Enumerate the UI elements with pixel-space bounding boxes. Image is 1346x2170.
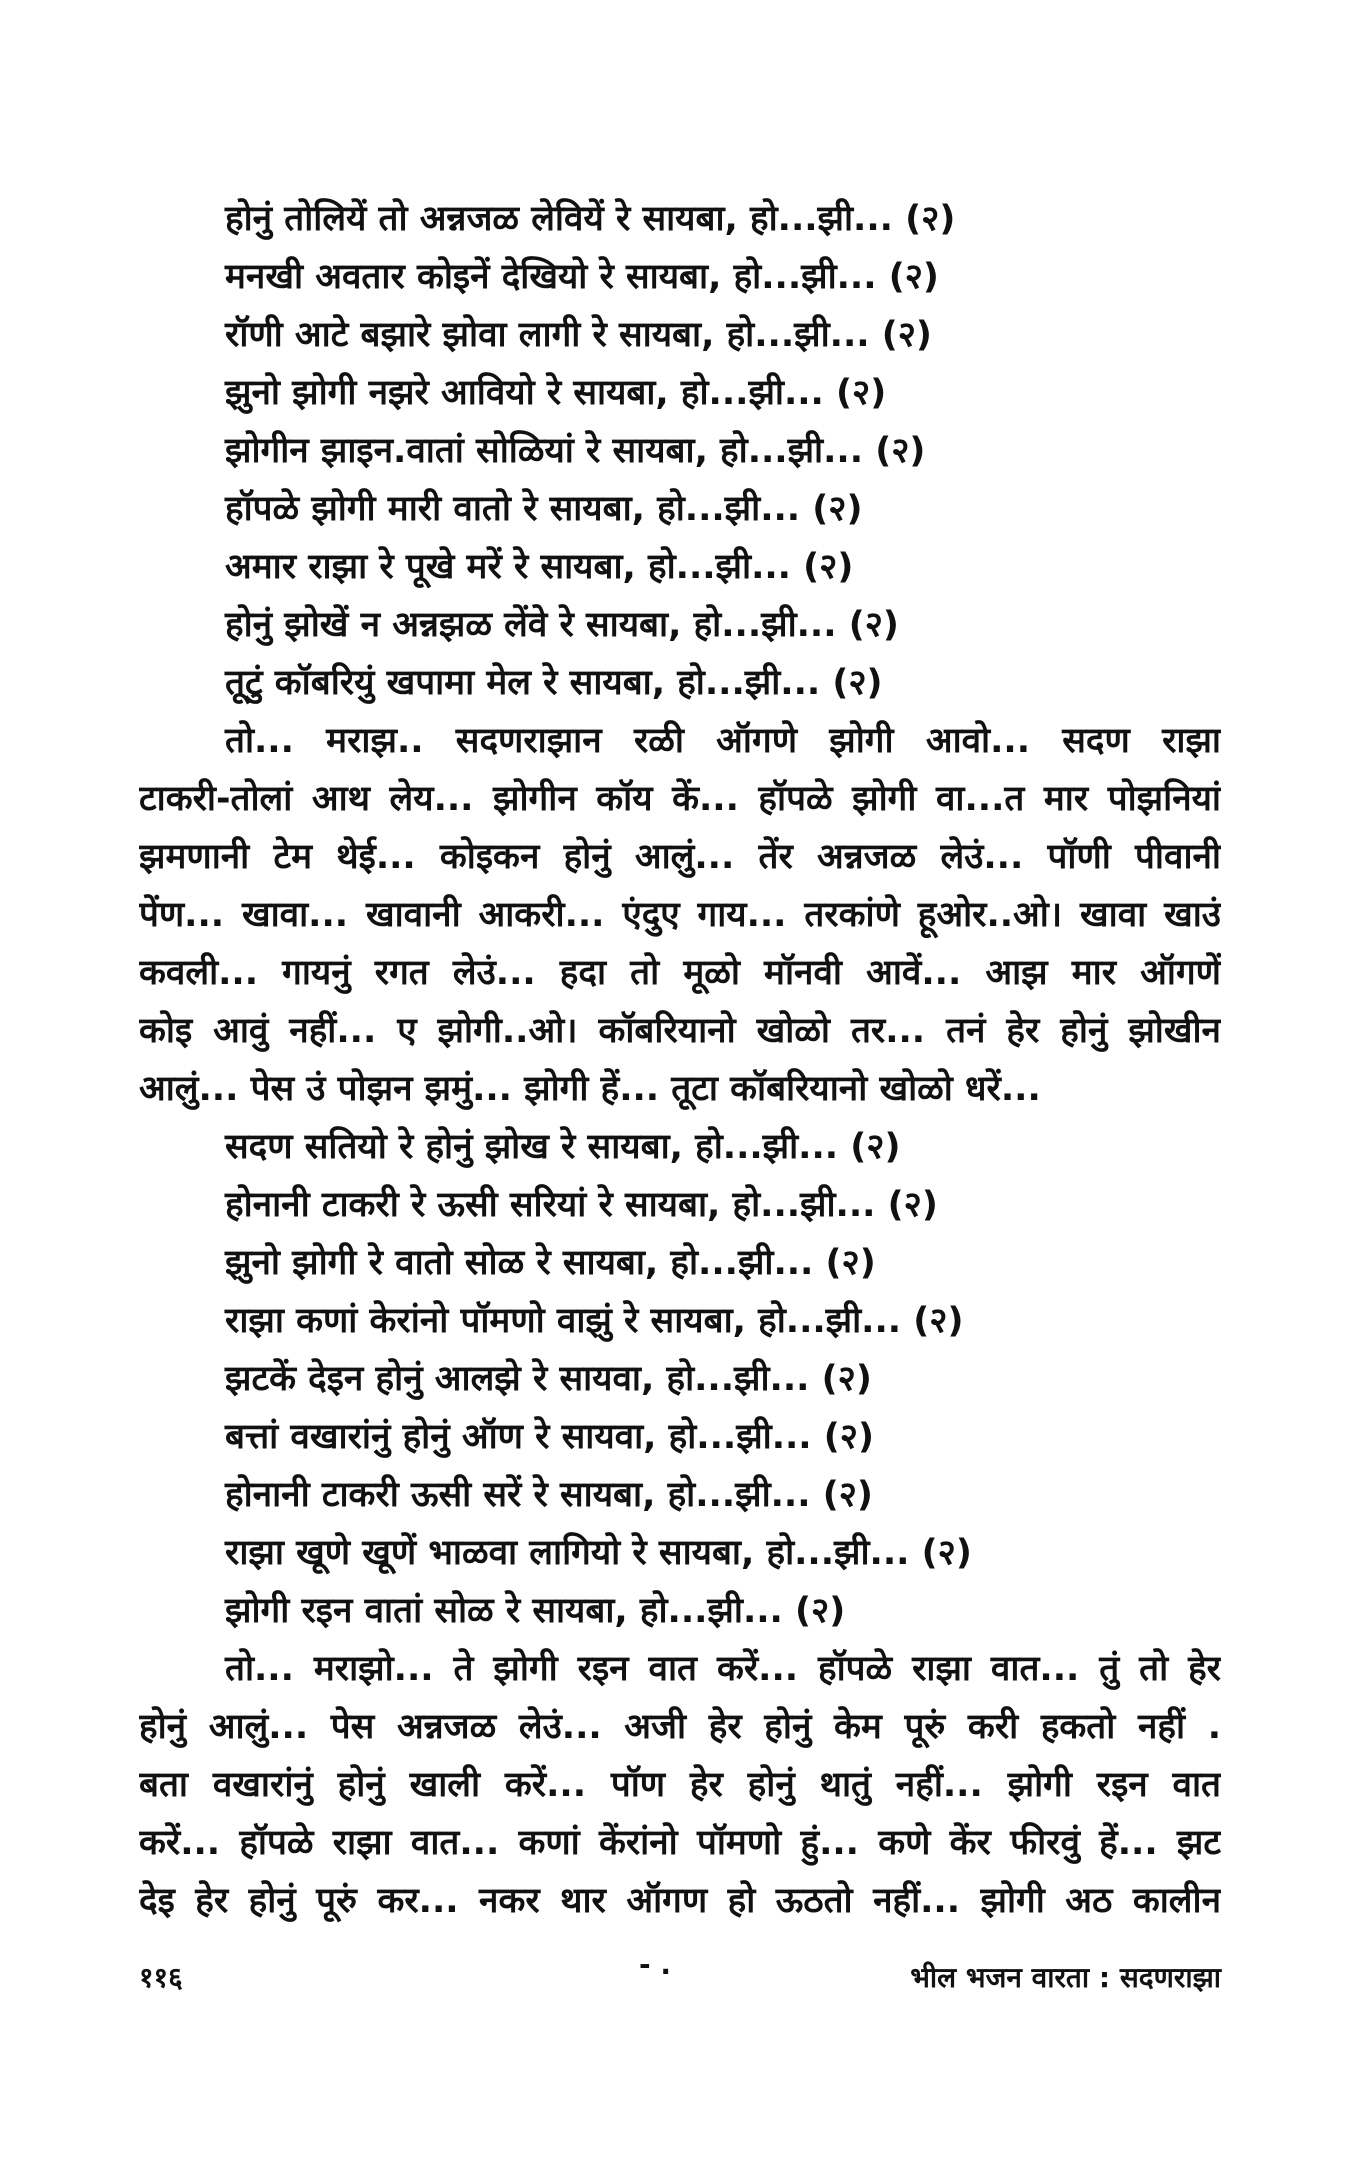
print-mark: - . [639,1948,672,1981]
prose-line: पेंण... खावा... खावानी आकरी... एंदुए गाय... तरकांणे हूओर..ओ। खावा खाउं [139,895,1221,935]
verse-line: होनुं तोलियें तो अन्नजळ लेवियें रे सायबा, हो...झी... (२) [225,199,956,239]
verse-line: बत्तां वखारांनुं होनुं ऑण रे सायवा, हो...झी... (२) [225,1417,874,1457]
prose-line: आलुं... पेस उं पोझन झमुं... झोगी हें... तूटा कॉबरियानो खोळो धरें... [139,1069,1041,1109]
page-footer [139,1948,1221,1998]
verse-block-1 [225,190,1225,712]
running-title: भील भजन वारता : सदणराझा [910,1961,1221,1994]
verse-line: होनुं झोखें न अन्नझळ लेंवे रे सायबा, हो...झी... (२) [225,605,899,645]
verse-line: झोगी रइन वातां सोळ रे सायबा, हो...झी... (२) [225,1591,846,1631]
verse-line: झुनो झोगी नझरे आवियो रे सायबा, हो...झी... (२) [225,373,887,413]
verse-line: झुनो झोगी रे वातो सोळ रे सायबा, हो...झी... (२) [225,1243,876,1283]
prose-paragraph-1 [139,712,1221,1118]
prose-line: तो... मराझ.. सदणराझान रळी ऑगणे झोगी आवो... सदण राझा [225,721,1221,761]
prose-line: देइ हेर होनुं पूरुं कर... नकर थार ऑगण हो ऊठतो नहीं... झोगी अठ कालीन [139,1881,1221,1921]
verse-line: होनानी टाकरी ऊसी सरें रे सायबा, हो...झी... (२) [225,1475,873,1515]
verse-line: तूटुं कॉबरियुं खपामा मेल रे सायबा, हो...झी... (२) [225,663,883,703]
verse-line: सदण सतियो रे होनुं झोख रे सायबा, हो...झी... (२) [225,1127,901,1167]
prose-line: होनुं आलुं... पेस अन्नजळ लेउं... अजी हेर होनुं केम पूरुं करी हकतो नहीं . [139,1707,1221,1747]
prose-line: करें... हॉपळे राझा वात... कणां केंरांनो पॉमणो हुं... कणे केंर फीरवुं हें... झट [139,1823,1221,1863]
page-number: ११६ [139,1961,183,1994]
verse-line: अमार राझा रे पूखे मरें रे सायबा, हो...झी... (२) [225,547,854,587]
verse-line: राझा खूणे खूणें भाळवा लागियो रे सायबा, हो...झी... (२) [225,1533,972,1573]
prose-line: कोइ आवुं नहीं... ए झोगी..ओ। कॉबरियानो खोळो तर... तनं हेर होनुं झोखीन [139,1011,1221,1051]
verse-line: झटकें देइन होनुं आलझे रे सायवा, हो...झी... (२) [225,1359,872,1399]
verse-block-2 [225,1118,1225,1640]
verse-line: हॉपळे झोगी मारी वातो रे सायबा, हो...झी... (२) [225,489,863,529]
verse-line: राझा कणां केरांनो पॉमणो वाझुं रे सायबा, हो...झी... (२) [225,1301,964,1341]
verse-line: मनखी अवतार कोइनें देखियो रे सायबा, हो...झी... (२) [225,257,939,297]
verse-line: रॉणी आटे बझारे झोवा लागी रे सायबा, हो...झी... (२) [225,315,932,355]
prose-line: तो... मराझो... ते झोगी रइन वात करें... हॉपळे राझा वात... तुं तो हेर [225,1649,1221,1689]
verse-line: होनानी टाकरी रे ऊसी सरियां रे सायबा, हो...झी... (२) [225,1185,938,1225]
prose-line: टाकरी-तोलां आथ लेय... झोगीन कॉय कें... हॉपळे झोगी वा...त मार पोझनियां [139,779,1221,819]
verse-line: झोगीन झाइन.वातां सोळियां रे सायबा, हो...झी... (२) [225,431,926,471]
prose-line: झमणानी टेम थेई... कोइकन होनुं आलुं... तेंर अन्नजळ लेउं... पॉणी पीवानी [139,837,1221,877]
prose-line: कवली... गायनुं रगत लेउं... हदा तो मूळो मॉनवी आवें... आझ मार ऑगणें [139,953,1221,993]
prose-paragraph-2 [139,1640,1221,1930]
prose-line: बता वखारांनुं होनुं खाली करें... पॉण हेर होनुं थातुं नहीं... झोगी रइन वात [139,1765,1221,1805]
